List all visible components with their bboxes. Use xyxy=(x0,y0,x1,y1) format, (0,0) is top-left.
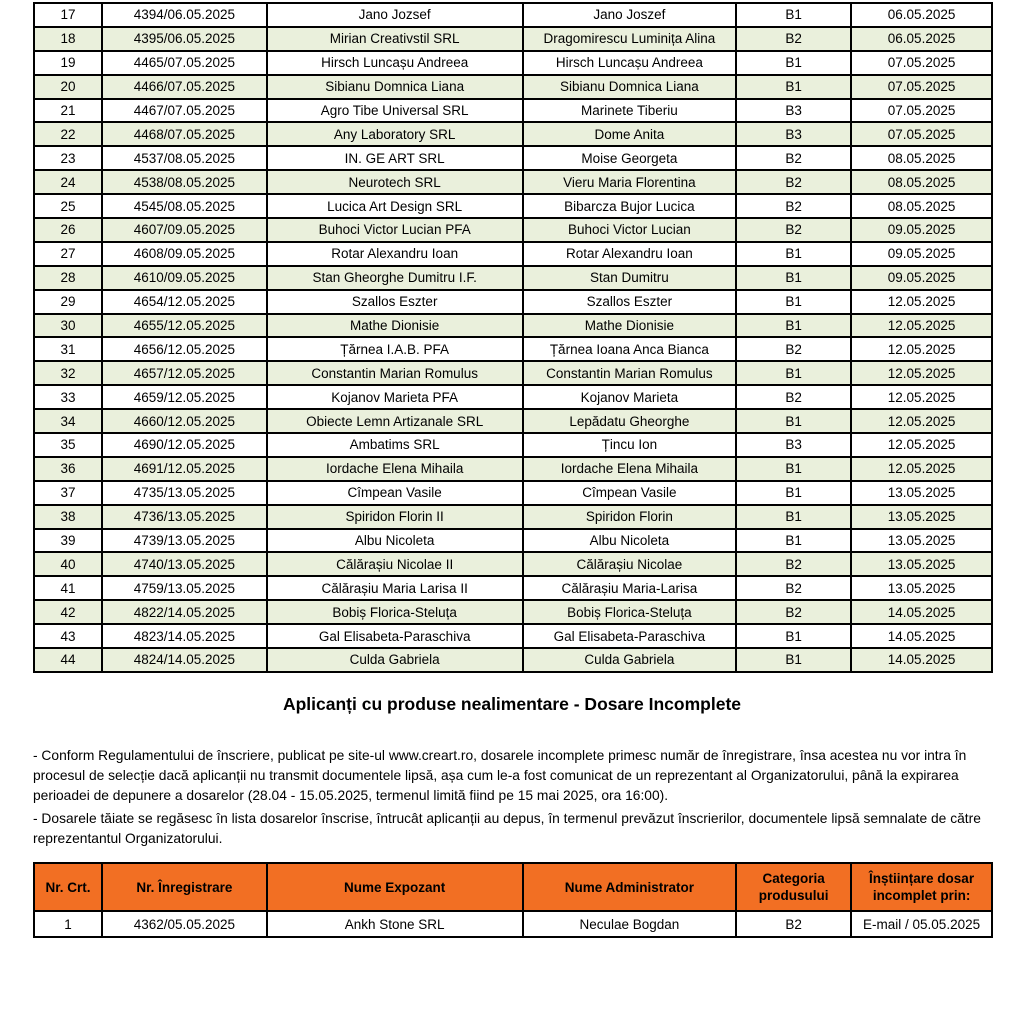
table-row xyxy=(34,99,992,123)
table-cell: Agro Tibe Universal SRL xyxy=(267,99,523,123)
table-cell: 14.05.2025 xyxy=(851,600,992,624)
table-row xyxy=(34,218,992,242)
table-row xyxy=(34,146,992,170)
table-row xyxy=(34,624,992,648)
incomplete-dossiers-table xyxy=(33,862,993,938)
table-cell: 4690/12.05.2025 xyxy=(102,433,267,457)
table-cell: Constantin Marian Romulus xyxy=(267,361,523,385)
table-cell: Cîmpean Vasile xyxy=(523,481,737,505)
table-cell: 39 xyxy=(34,529,102,553)
table-cell: Iordache Elena Mihaila xyxy=(267,457,523,481)
table-cell: Mirian Creativstil SRL xyxy=(267,27,523,51)
table-cell: 4739/13.05.2025 xyxy=(102,529,267,553)
header-cell-nume-expozant: Nume Expozant xyxy=(267,863,523,911)
table-row xyxy=(34,170,992,194)
table-cell: 44 xyxy=(34,648,102,672)
table-cell: Țincu Ion xyxy=(523,433,737,457)
table-row xyxy=(34,600,992,624)
table-row xyxy=(34,75,992,99)
table-cell: 4465/07.05.2025 xyxy=(102,51,267,75)
table-row xyxy=(34,409,992,433)
table-cell: Ankh Stone SRL xyxy=(267,911,523,937)
incomplete-dossiers-table-header xyxy=(34,863,992,911)
table-cell: Jano Joszef xyxy=(523,3,737,27)
table-cell: Buhoci Victor Lucian PFA xyxy=(267,218,523,242)
table-cell: Obiecte Lemn Artizanale SRL xyxy=(267,409,523,433)
table-cell: 27 xyxy=(34,242,102,266)
table-row xyxy=(34,314,992,338)
table-row xyxy=(34,433,992,457)
table-row xyxy=(34,337,992,361)
table-cell: 4467/07.05.2025 xyxy=(102,99,267,123)
table-row xyxy=(34,122,992,146)
table-cell: Albu Nicoleta xyxy=(523,529,737,553)
table-cell: 33 xyxy=(34,385,102,409)
table-cell: 24 xyxy=(34,170,102,194)
table-row xyxy=(34,27,992,51)
table-cell: B1 xyxy=(736,409,851,433)
note-paragraph-crossed-dossiers: - Dosarele tăiate se regăsesc în lista dosarelor înscrise, întrucât aplicanții au depus, în termenul prevăzut înscrierilor, documentele lipsă semnalate de către reprezentantul Organizatorului. xyxy=(33,811,981,846)
table-cell: 23 xyxy=(34,146,102,170)
table-cell: B3 xyxy=(736,99,851,123)
table-cell: B1 xyxy=(736,266,851,290)
table-cell: Kojanov Marieta xyxy=(523,385,737,409)
table-cell: 13.05.2025 xyxy=(851,529,992,553)
table-cell: Hirsch Luncașu Andreea xyxy=(267,51,523,75)
table-cell: 07.05.2025 xyxy=(851,75,992,99)
table-cell: 22 xyxy=(34,122,102,146)
table-cell: 26 xyxy=(34,218,102,242)
table-cell: Bobiș Florica-Steluța xyxy=(267,600,523,624)
table-cell: 12.05.2025 xyxy=(851,457,992,481)
table-row xyxy=(34,242,992,266)
table-cell: Stan Gheorghe Dumitru I.F. xyxy=(267,266,523,290)
table-cell: 28 xyxy=(34,266,102,290)
table-cell: Vieru Maria Florentina xyxy=(523,170,737,194)
table-cell: 4660/12.05.2025 xyxy=(102,409,267,433)
table-cell: Călărașiu Nicolae xyxy=(523,552,737,576)
table-cell: B1 xyxy=(736,529,851,553)
table-cell: 13.05.2025 xyxy=(851,552,992,576)
table-cell: Neurotech SRL xyxy=(267,170,523,194)
table-cell: Kojanov Marieta PFA xyxy=(267,385,523,409)
table-row xyxy=(34,505,992,529)
table-cell: Hirsch Luncașu Andreea xyxy=(523,51,737,75)
table-cell: B3 xyxy=(736,122,851,146)
table-cell: Culda Gabriela xyxy=(267,648,523,672)
table-cell: Călărașiu Maria Larisa II xyxy=(267,576,523,600)
table-cell: B2 xyxy=(736,552,851,576)
header-cell-nume-administrator: Nume Administrator xyxy=(523,863,737,911)
table-cell: B2 xyxy=(736,146,851,170)
table-cell: 12.05.2025 xyxy=(851,290,992,314)
table-cell: 37 xyxy=(34,481,102,505)
table-cell: 4610/09.05.2025 xyxy=(102,266,267,290)
table-cell: B2 xyxy=(736,337,851,361)
table-cell: Rotar Alexandru Ioan xyxy=(267,242,523,266)
table-cell: B2 xyxy=(736,576,851,600)
registered-applicants-table xyxy=(33,2,993,673)
table-cell: 07.05.2025 xyxy=(851,51,992,75)
table-cell: 4823/14.05.2025 xyxy=(102,624,267,648)
table-row xyxy=(34,457,992,481)
table-cell: 07.05.2025 xyxy=(851,122,992,146)
table-cell: 30 xyxy=(34,314,102,338)
table-cell: Ambatims SRL xyxy=(267,433,523,457)
table-cell: 31 xyxy=(34,337,102,361)
table-row xyxy=(34,385,992,409)
table-cell: 21 xyxy=(34,99,102,123)
table-cell: 13.05.2025 xyxy=(851,576,992,600)
table-cell: 12.05.2025 xyxy=(851,361,992,385)
table-cell: Sibianu Domnica Liana xyxy=(523,75,737,99)
table-cell: B1 xyxy=(736,481,851,505)
table-row xyxy=(34,648,992,672)
registered-applicants-table-body xyxy=(34,3,992,672)
table-cell: 35 xyxy=(34,433,102,457)
table-cell: Țărnea Ioana Anca Bianca xyxy=(523,337,737,361)
table-cell: 4362/05.05.2025 xyxy=(102,911,267,937)
table-cell: Călărașiu Nicolae II xyxy=(267,552,523,576)
table-cell: B1 xyxy=(736,457,851,481)
table-cell: IN. GE ART SRL xyxy=(267,146,523,170)
table-cell: 41 xyxy=(34,576,102,600)
table-cell: 25 xyxy=(34,194,102,218)
section-title: Aplicanți cu produse nealimentare - Dosare Incomplete xyxy=(282,694,742,714)
table-cell: 40 xyxy=(34,552,102,576)
table-cell: 42 xyxy=(34,600,102,624)
table-cell: 4657/12.05.2025 xyxy=(102,361,267,385)
table-cell: Buhoci Victor Lucian xyxy=(523,218,737,242)
header-cell-categoria-produsului: Categoria produsului xyxy=(736,863,851,911)
table-cell: Țărnea I.A.B. PFA xyxy=(267,337,523,361)
table-cell: Jano Jozsef xyxy=(267,3,523,27)
table-cell: 08.05.2025 xyxy=(851,170,992,194)
table-row xyxy=(34,290,992,314)
table-cell: 14.05.2025 xyxy=(851,624,992,648)
table-cell: 4537/08.05.2025 xyxy=(102,146,267,170)
table-cell: 29 xyxy=(34,290,102,314)
table-cell: 4395/06.05.2025 xyxy=(102,27,267,51)
table-cell: E-mail / 05.05.2025 xyxy=(851,911,992,937)
table-cell: 4822/14.05.2025 xyxy=(102,600,267,624)
table-cell: B1 xyxy=(736,624,851,648)
header-cell-nr-inregistrare: Nr. Înregistrare xyxy=(102,863,267,911)
table-cell: 12.05.2025 xyxy=(851,433,992,457)
table-cell: Bobiș Florica-Steluța xyxy=(523,600,737,624)
table-cell: 4824/14.05.2025 xyxy=(102,648,267,672)
table-row xyxy=(34,529,992,553)
table-cell: 06.05.2025 xyxy=(851,27,992,51)
table-cell: 4654/12.05.2025 xyxy=(102,290,267,314)
table-cell: B2 xyxy=(736,194,851,218)
table-cell: 4545/08.05.2025 xyxy=(102,194,267,218)
table-cell: B1 xyxy=(736,290,851,314)
table-row xyxy=(34,911,992,937)
table-cell: B1 xyxy=(736,505,851,529)
table-cell: Bibarcza Bujor Lucica xyxy=(523,194,737,218)
table-cell: 4656/12.05.2025 xyxy=(102,337,267,361)
table-cell: B1 xyxy=(736,314,851,338)
table-cell: Marinete Tiberiu xyxy=(523,99,737,123)
table-cell: Szallos Eszter xyxy=(523,290,737,314)
table-cell: Lucica Art Design SRL xyxy=(267,194,523,218)
table-cell: Rotar Alexandru Ioan xyxy=(523,242,737,266)
table-cell: 4691/12.05.2025 xyxy=(102,457,267,481)
table-cell: Sibianu Domnica Liana xyxy=(267,75,523,99)
table-row xyxy=(34,576,992,600)
table-cell: Mathe Dionisie xyxy=(523,314,737,338)
table-cell: 4655/12.05.2025 xyxy=(102,314,267,338)
table-cell: 14.05.2025 xyxy=(851,648,992,672)
table-cell: Spiridon Florin II xyxy=(267,505,523,529)
table-cell: B1 xyxy=(736,51,851,75)
table-cell: B1 xyxy=(736,3,851,27)
table-cell: 12.05.2025 xyxy=(851,409,992,433)
table-cell: 38 xyxy=(34,505,102,529)
table-cell: 09.05.2025 xyxy=(851,266,992,290)
table-cell: 13.05.2025 xyxy=(851,481,992,505)
table-cell: Neculae Bogdan xyxy=(523,911,737,937)
table-cell: Dragomirescu Luminița Alina xyxy=(523,27,737,51)
header-cell-nr-crt: Nr. Crt. xyxy=(34,863,102,911)
table-cell: 4466/07.05.2025 xyxy=(102,75,267,99)
table-cell: B1 xyxy=(736,75,851,99)
incomplete-dossiers-table-body xyxy=(34,911,992,937)
table-cell: 09.05.2025 xyxy=(851,242,992,266)
table-cell: B3 xyxy=(736,433,851,457)
table-cell: Albu Nicoleta xyxy=(267,529,523,553)
table-row xyxy=(34,361,992,385)
table-cell: Călărașiu Maria-Larisa xyxy=(523,576,737,600)
table-row xyxy=(34,194,992,218)
table-cell: Mathe Dionisie xyxy=(267,314,523,338)
table-row xyxy=(34,481,992,505)
table-cell: 4608/09.05.2025 xyxy=(102,242,267,266)
table-cell: B2 xyxy=(736,218,851,242)
table-cell: B2 xyxy=(736,385,851,409)
table-cell: Gal Elisabeta-Paraschiva xyxy=(267,624,523,648)
table-cell: 4736/13.05.2025 xyxy=(102,505,267,529)
table-cell: Moise Georgeta xyxy=(523,146,737,170)
note-paragraph-regulation: - Conform Regulamentului de înscriere, publicat pe site-ul www.creart.ro, dosarele incomplete primesc număr de înregistrare, însa acestea nu vor intra în procesul de selecție dacă aplicanții nu transmit documentele lipsă, așa cum le-a fost comunicat de un reprezentant al Organizatorului, până la expirarea perioadei de depunere a dosarelor (28.04 - 15.05.2025, termenul limită fiind pe 15 mai 2025, ora 16:00). xyxy=(33,748,967,803)
table-cell: 18 xyxy=(34,27,102,51)
table-cell: 20 xyxy=(34,75,102,99)
table-cell: B1 xyxy=(736,648,851,672)
table-cell: B2 xyxy=(736,911,851,937)
table-cell: 4394/06.05.2025 xyxy=(102,3,267,27)
table-cell: 4740/13.05.2025 xyxy=(102,552,267,576)
table-cell: Gal Elisabeta-Paraschiva xyxy=(523,624,737,648)
table-cell: 34 xyxy=(34,409,102,433)
table-cell: B1 xyxy=(736,242,851,266)
table-cell: Stan Dumitru xyxy=(523,266,737,290)
table-cell: 32 xyxy=(34,361,102,385)
table-row xyxy=(34,266,992,290)
table-cell: B2 xyxy=(736,170,851,194)
table-cell: 19 xyxy=(34,51,102,75)
table-cell: B2 xyxy=(736,27,851,51)
table-row xyxy=(34,3,992,27)
table-cell: 4607/09.05.2025 xyxy=(102,218,267,242)
table-cell: 43 xyxy=(34,624,102,648)
table-cell: Dome Anita xyxy=(523,122,737,146)
table-cell: Cîmpean Vasile xyxy=(267,481,523,505)
header-row xyxy=(34,863,992,911)
table-row xyxy=(34,552,992,576)
table-cell: 12.05.2025 xyxy=(851,385,992,409)
header-cell-instiintare-dosar: Înștiințare dosar incomplet prin: xyxy=(851,863,992,911)
table-cell: 36 xyxy=(34,457,102,481)
table-cell: 4659/12.05.2025 xyxy=(102,385,267,409)
table-cell: 4468/07.05.2025 xyxy=(102,122,267,146)
table-cell: Szallos Eszter xyxy=(267,290,523,314)
table-cell: 12.05.2025 xyxy=(851,314,992,338)
table-cell: 4538/08.05.2025 xyxy=(102,170,267,194)
table-cell: Any Laboratory SRL xyxy=(267,122,523,146)
table-cell: 08.05.2025 xyxy=(851,146,992,170)
table-cell: 17 xyxy=(34,3,102,27)
table-cell: Constantin Marian Romulus xyxy=(523,361,737,385)
table-cell: 13.05.2025 xyxy=(851,505,992,529)
table-cell: 09.05.2025 xyxy=(851,218,992,242)
table-cell: 4759/13.05.2025 xyxy=(102,576,267,600)
table-cell: Iordache Elena Mihaila xyxy=(523,457,737,481)
table-cell: 08.05.2025 xyxy=(851,194,992,218)
table-cell: Spiridon Florin xyxy=(523,505,737,529)
table-row xyxy=(34,51,992,75)
table-cell: 1 xyxy=(34,911,102,937)
table-cell: Culda Gabriela xyxy=(523,648,737,672)
table-cell: B2 xyxy=(736,600,851,624)
table-cell: 4735/13.05.2025 xyxy=(102,481,267,505)
table-cell: 12.05.2025 xyxy=(851,337,992,361)
table-cell: Lepădatu Gheorghe xyxy=(523,409,737,433)
table-cell: 07.05.2025 xyxy=(851,99,992,123)
table-cell: 06.05.2025 xyxy=(851,3,992,27)
table-cell: B1 xyxy=(736,361,851,385)
